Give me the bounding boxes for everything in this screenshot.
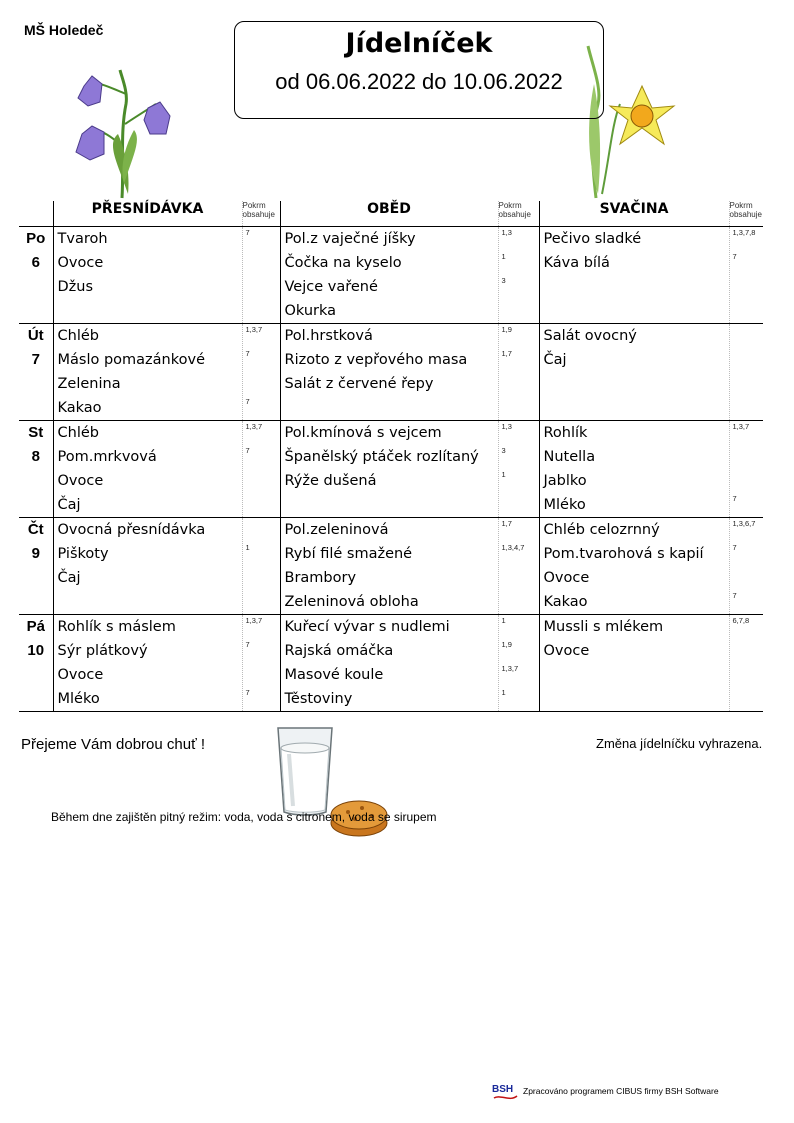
allergen-code <box>499 299 539 323</box>
allergen-code <box>243 372 280 396</box>
menu-item: Nutella <box>543 449 596 465</box>
menu-item: Čaj <box>57 570 81 586</box>
allergen-header-line1: Pokrm <box>729 201 753 210</box>
allergen-code <box>499 396 539 420</box>
allergen-code <box>730 639 764 663</box>
menu-item: Chléb celozrnný <box>543 522 660 538</box>
lunch-allergen-cell <box>498 324 539 421</box>
day-number: 7 <box>31 351 40 368</box>
menu-item <box>540 275 729 299</box>
breakfast-cell <box>53 227 242 324</box>
breakfast-cell <box>53 615 242 712</box>
menu-item: Džus <box>57 279 94 295</box>
allergen-code <box>730 299 764 323</box>
allergen-header <box>729 201 763 227</box>
menu-item: Zelenina <box>57 376 121 392</box>
menu-item: Ovoce <box>543 570 590 586</box>
allergen-code: 1 <box>245 543 250 552</box>
lunch-cell <box>280 518 498 615</box>
allergen-code <box>730 324 764 348</box>
allergen-code: 7 <box>732 252 737 261</box>
menu-item: Španělský ptáček rozlítaný <box>284 449 479 465</box>
menu-item: Rýže dušená <box>284 473 377 489</box>
allergen-code: 1,3,7,8 <box>732 228 756 237</box>
menu-item: Těstoviny <box>284 691 353 707</box>
allergen-code: 1,3,6,7 <box>732 519 756 528</box>
menu-item: Ovoce <box>57 255 104 271</box>
lunch-cell <box>280 421 498 518</box>
snack-cell <box>539 518 729 615</box>
allergen-code <box>499 590 539 614</box>
snack-cell <box>539 324 729 421</box>
menu-item <box>540 372 729 396</box>
milk-glass-icon <box>275 724 335 818</box>
menu-item: Brambory <box>284 570 357 586</box>
menu-item <box>540 396 729 420</box>
snack-cell <box>539 421 729 518</box>
allergen-code <box>730 372 764 396</box>
allergen-code: 1 <box>501 470 506 479</box>
allergen-code <box>730 348 764 372</box>
allergen-code: 7 <box>732 543 737 552</box>
breakfast-allergen-cell <box>242 227 280 324</box>
menu-item: Ovoce <box>543 643 590 659</box>
menu-item: Mléko <box>57 691 100 707</box>
lunch-cell <box>280 227 498 324</box>
allergen-code: 1 <box>501 252 506 261</box>
title-box <box>234 21 604 119</box>
menu-item: Kakao <box>543 594 588 610</box>
allergen-code <box>243 299 280 323</box>
menu-item: Ovoce <box>57 473 104 489</box>
menu-item: Rohlík s máslem <box>57 619 176 635</box>
allergen-code: 1,3,7 <box>245 325 263 334</box>
allergen-code: 3 <box>501 446 506 455</box>
day-name: Čt <box>27 521 44 538</box>
menu-item: Čaj <box>543 352 567 368</box>
snack-cell <box>539 227 729 324</box>
bsh-logo-text: BSH <box>492 1084 514 1095</box>
breakfast-header: PŘESNÍDÁVKA <box>53 201 242 227</box>
allergen-code <box>243 663 280 687</box>
allergen-code <box>243 251 280 275</box>
menu-item: Zeleninová obloha <box>284 594 419 610</box>
snack-allergen-cell <box>729 518 763 615</box>
menu-item: Káva bílá <box>543 255 610 271</box>
allergen-code: 7 <box>245 228 250 237</box>
allergen-code: 1 <box>501 688 506 697</box>
allergen-header <box>498 201 539 227</box>
menu-item <box>281 396 498 420</box>
menu-item: Masové koule <box>284 667 384 683</box>
lunch-cell <box>280 615 498 712</box>
allergen-code: 1,3,7 <box>732 422 750 431</box>
day-label <box>19 518 53 615</box>
day-label <box>19 615 53 712</box>
allergen-code: 1,9 <box>501 325 512 334</box>
menu-item: Vejce vařené <box>284 279 378 295</box>
menu-item: Mléko <box>543 497 586 513</box>
menu-item: Kuřecí vývar s nudlemi <box>284 619 450 635</box>
wish-text: Přejeme Vám dobrou chuť ! <box>21 736 206 753</box>
day-row <box>19 324 763 421</box>
software-credit: Zpracováno programem CIBUS firmy BSH Software <box>523 1086 719 1096</box>
allergen-code: 1,3 <box>501 228 512 237</box>
day-name: Pá <box>26 618 45 635</box>
drinking-regime-note: Během dne zajištěn pitný režim: voda, voda s citronem, voda se sirupem <box>51 810 437 824</box>
menu-change-note: Změna jídelníčku vyhrazena. <box>596 736 763 751</box>
day-name: Út <box>27 327 44 344</box>
lunch-allergen-cell <box>498 227 539 324</box>
allergen-code <box>730 396 764 420</box>
allergen-header-line2: obsahuje <box>729 210 762 219</box>
header-corner <box>19 201 53 227</box>
menu-item: Pol.zeleninová <box>284 522 389 538</box>
menu-item <box>281 493 498 517</box>
allergen-code <box>243 493 280 517</box>
allergen-code: 1,3,7 <box>501 664 519 673</box>
allergen-header <box>242 201 280 227</box>
menu-item: Čaj <box>57 497 81 513</box>
menu-item: Pom.tvarohová s kapií <box>543 546 704 562</box>
menu-item <box>54 299 242 323</box>
allergen-code: 7 <box>245 688 250 697</box>
menu-item: Rizoto z vepřového masa <box>284 352 468 368</box>
menu-item <box>540 663 729 687</box>
allergen-code <box>730 275 764 299</box>
allergen-code <box>243 518 280 542</box>
allergen-code: 1 <box>501 616 506 625</box>
menu-table <box>19 201 763 712</box>
lunch-allergen-cell <box>498 518 539 615</box>
day-number: 8 <box>31 448 40 465</box>
breakfast-cell <box>53 324 242 421</box>
allergen-code: 7 <box>732 591 737 600</box>
allergen-code <box>243 590 280 614</box>
menu-item: Salát z červené řepy <box>284 376 434 392</box>
breakfast-allergen-cell <box>242 615 280 712</box>
allergen-code <box>730 687 764 711</box>
day-row <box>19 518 763 615</box>
allergen-code: 6,7,8 <box>732 616 750 625</box>
lunch-cell <box>280 324 498 421</box>
allergen-header-line1: Pokrm <box>498 201 522 210</box>
allergen-code: 1,3,7 <box>245 616 263 625</box>
page-title: Jídelníček <box>345 28 493 59</box>
menu-item: Pečivo sladké <box>543 231 642 247</box>
snack-allergen-cell <box>729 615 763 712</box>
menu-item: Jablko <box>543 473 587 489</box>
menu-item: Okurka <box>284 303 337 319</box>
allergen-code <box>499 566 539 590</box>
allergen-header-line2: obsahuje <box>498 210 531 219</box>
menu-item: Salát ovocný <box>543 328 637 344</box>
day-label <box>19 324 53 421</box>
allergen-code: 1,3,7 <box>245 422 263 431</box>
allergen-code: 1,9 <box>501 640 512 649</box>
allergen-code: 1,3 <box>501 422 512 431</box>
snack-allergen-cell <box>729 421 763 518</box>
snack-allergen-cell <box>729 324 763 421</box>
day-row <box>19 227 763 324</box>
menu-item: Pom.mrkvová <box>57 449 157 465</box>
allergen-code: 3 <box>501 276 506 285</box>
menu-item: Chléb <box>57 328 99 344</box>
day-label <box>19 421 53 518</box>
allergen-code <box>730 469 764 493</box>
lunch-allergen-cell <box>498 615 539 712</box>
school-name: MŠ Holedeč <box>24 22 104 38</box>
lunch-allergen-cell <box>498 421 539 518</box>
allergen-code <box>243 275 280 299</box>
menu-item: Rybí filé smažené <box>284 546 413 562</box>
breakfast-allergen-cell <box>242 324 280 421</box>
allergen-header-line2: obsahuje <box>242 210 275 219</box>
allergen-code: 7 <box>245 397 250 406</box>
allergen-header-line1: Pokrm <box>242 201 266 210</box>
menu-item: Mussli s mlékem <box>543 619 664 635</box>
allergen-code: 1,7 <box>501 519 512 528</box>
snack-allergen-cell <box>729 227 763 324</box>
menu-item: Sýr plátkový <box>57 643 148 659</box>
menu-item: Pol.kmínová s vejcem <box>284 425 442 441</box>
allergen-code: 7 <box>245 640 250 649</box>
menu-item: Máslo pomazánkové <box>57 352 205 368</box>
allergen-code <box>499 493 539 517</box>
day-row <box>19 615 763 712</box>
allergen-code: 7 <box>245 446 250 455</box>
menu-item: Pol.z vaječné jíšky <box>284 231 416 247</box>
day-label <box>19 227 53 324</box>
menu-item <box>540 687 729 711</box>
menu-item: Kakao <box>57 400 102 416</box>
day-name: Po <box>26 230 46 247</box>
allergen-code: 7 <box>245 349 250 358</box>
allergen-code <box>730 566 764 590</box>
allergen-code <box>730 663 764 687</box>
day-number: 9 <box>31 545 40 562</box>
menu-item: Chléb <box>57 425 99 441</box>
menu-item <box>540 299 729 323</box>
day-row <box>19 421 763 518</box>
allergen-code <box>499 372 539 396</box>
breakfast-cell <box>53 421 242 518</box>
menu-item: Rajská omáčka <box>284 643 394 659</box>
menu-item: Rohlík <box>543 425 588 441</box>
breakfast-allergen-cell <box>242 518 280 615</box>
snack-cell <box>539 615 729 712</box>
day-number: 6 <box>31 254 40 271</box>
snack-header: SVAČINA <box>539 201 729 227</box>
allergen-code: 1,3,4,7 <box>501 543 525 552</box>
day-name: St <box>28 424 44 441</box>
menu-item <box>54 590 242 614</box>
allergen-code <box>243 469 280 493</box>
day-number: 10 <box>27 642 45 659</box>
menu-item: Pol.hrstková <box>284 328 373 344</box>
bsh-logo-icon <box>490 1082 520 1104</box>
allergen-code <box>730 445 764 469</box>
allergen-code: 7 <box>732 494 737 503</box>
breakfast-allergen-cell <box>242 421 280 518</box>
bellflower-icon <box>70 64 180 200</box>
breakfast-cell <box>53 518 242 615</box>
allergen-code <box>243 566 280 590</box>
allergen-code: 1,7 <box>501 349 512 358</box>
date-range: od 06.06.2022 do 10.06.2022 <box>275 69 563 94</box>
menu-item: Piškoty <box>57 546 109 562</box>
menu-item: Tvaroh <box>57 231 108 247</box>
menu-item: Ovoce <box>57 667 104 683</box>
menu-item: Čočka na kyselo <box>284 255 402 271</box>
menu-item: Ovocná přesnídávka <box>57 522 206 538</box>
lunch-header: OBĚD <box>280 201 498 227</box>
